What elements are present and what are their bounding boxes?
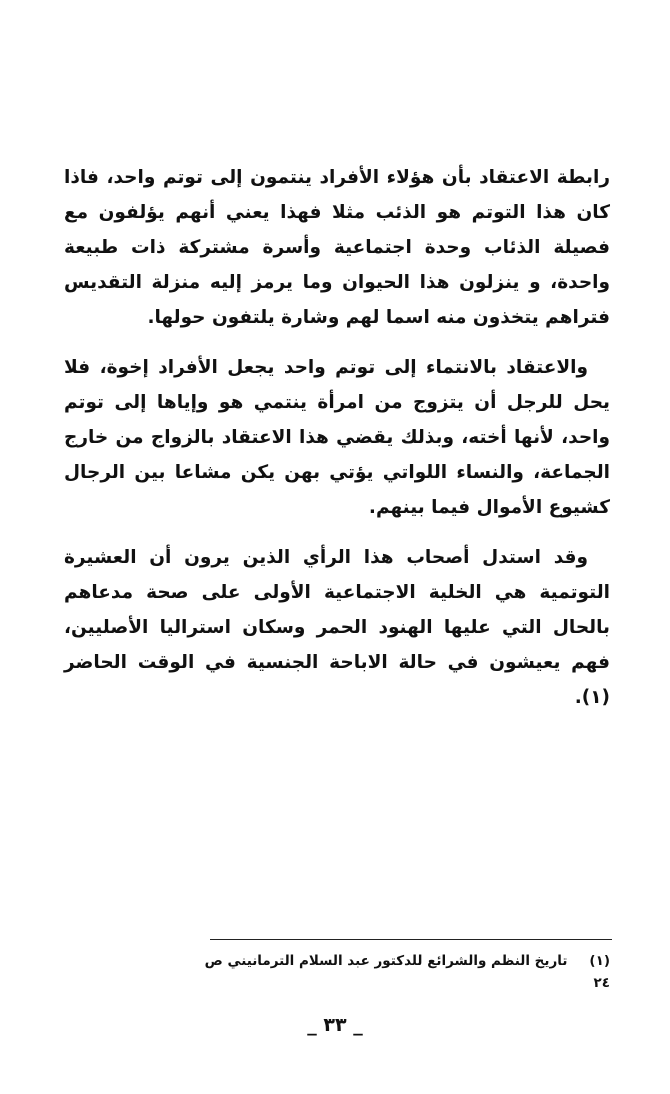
footnote: [200, 950, 610, 994]
footnote-text: تاريخ النظم والشرائع للدكتور عبد السلام الترمانيني ص ٢٤: [204, 953, 610, 991]
page-number: _ ٣٣ _: [307, 1014, 363, 1036]
paragraph-1: رابطة الاعتقاد بأن هؤلاء الأفراد ينتمون إلى توتم واحد، فاذا كان هذا التوتم هو الذئب مثلا فهذا يعني أنهم يؤلفون مع فصيلة الذئاب وحدة اجتماعية وأسرة مشتركة ذات طبيعة واحدة، و ينزلون هذا الحيوان وما يرمز إليه منزلة التقديس فتراهم يتخذون منه اسما لهم وشارة يلتفون حولها.: [64, 167, 610, 328]
footnote-divider: [210, 939, 612, 940]
paragraph-3: وقد استدل أصحاب هذا الرأي الذين يرون أن العشيرة التوتمية هي الخلية الاجتماعية الأولى على صحة مدعاهم بالحال التي عليها الهنود الحمر وسكان استراليا الأصليين، فهم يعيشون في حالة الاباحة الجنسية في الوقت الحاضر (١).: [64, 547, 610, 708]
footnote-marker: (١): [589, 953, 610, 969]
paragraph-2: والاعتقاد بالانتماء إلى توتم واحد يجعل الأفراد إخوة، فلا يحل للرجل أن يتزوج من امرأة ينتمي هو وإياها إلى توتم واحد، لأنها أخته، وبذلك يقضي هذا الاعتقاد بالزواج من خارج الجماعة، والنساء اللواتي يؤتي بهن يكن مشاعا بين الرجال كشيوع الأموال فيما بينهم.: [64, 357, 610, 518]
body-text: [64, 160, 610, 730]
